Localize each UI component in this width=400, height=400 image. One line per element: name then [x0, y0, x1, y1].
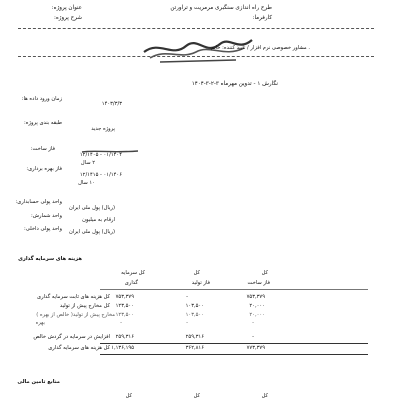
counting-unit-label: واحد شمارش: — [30, 213, 62, 219]
inv-row-c2: - — [186, 294, 188, 300]
inv-row-c3: ۲۵۹,۳۱۶ — [115, 334, 134, 340]
fund-col2-header: کل — [193, 393, 200, 399]
inv-col1-header-a: کل — [261, 270, 268, 276]
inv-row-label: مخارج پیش از تولید( خالص از بهره ) — [36, 312, 115, 318]
inv-col1-header-b: فاز ساخت — [247, 280, 270, 286]
inv-row-c3: - — [120, 320, 122, 326]
inv-row-c3: ۱۲۳,۵۰۰ — [115, 303, 134, 309]
inv-row-c2: - — [186, 320, 188, 326]
inv-row-label: کل هزینه های ثابت سرمایه گذاری — [37, 294, 110, 300]
inv-total-c2: ۳۶۲,۸۱۶ — [185, 345, 204, 351]
construction-phase-label: فاز ساخت: — [30, 146, 55, 152]
inv-total-label: کل هزینه های سرمایه گذاری — [48, 345, 110, 351]
inv-row-c2: ۱۰۳,۵۰۰ — [185, 303, 204, 309]
domestic-unit-label: واحد پولی داخلی: — [24, 226, 62, 232]
project-desc-value: کارفرما: — [252, 15, 272, 21]
project-title-value: طرح راه اندازی سنگبری مرمریت و تراورتن — [170, 5, 272, 11]
construction-duration: ۲ سال — [80, 160, 95, 166]
inv-row-label: افزایش در سرمایه در گردش خالص — [33, 334, 110, 340]
project-desc-label: شرح پروژه: — [53, 15, 82, 21]
inv-total-c1: ۷۷۳,۳۷۹ — [246, 345, 265, 351]
inv-row-c1: - — [252, 334, 254, 340]
counting-unit-value: ارقام به میلیون — [82, 217, 115, 223]
operation-phase-value: ۱۲/۱۴۱۵ - ۰۱/۱۴۰۶ — [79, 172, 122, 178]
inv-row-c2: ۱۰۳,۵۰۰ — [185, 312, 204, 318]
inv-col2-header-b: فاز تولید — [191, 280, 210, 286]
inv-total-rule-bottom — [100, 354, 368, 355]
operation-duration: ۱۰ سال — [78, 180, 95, 186]
inv-row-c3: ۷۵۳,۳۷۹ — [115, 294, 134, 300]
inv-col3-header-a: کل سرمایه — [121, 270, 145, 276]
inv-row-c2: ۲۵۹,۳۱۶ — [185, 334, 204, 340]
project-class-label: طبقه بندی پروژه: — [24, 120, 62, 126]
data-entry-label: زمان ورود داده ها: — [21, 96, 62, 102]
project-class-value: پروژه جدید — [91, 126, 115, 132]
inv-row-c1: ۲۰,۰۰۰ — [249, 312, 265, 318]
inv-row-label: کل مخارج پیش از تولید — [59, 303, 110, 309]
consultant-line: . مشاور خصوصی نرم افزار / تایید کننده: خانم — [210, 45, 310, 51]
operation-phase-label: فاز بهره برداری: — [26, 166, 62, 172]
project-title-label: عنوان پروژه: — [51, 5, 82, 11]
construction-phase-value: ۱۲/۱۴۰۵ - ۰۱/۱۴۰۴ — [79, 152, 122, 158]
fund-col3-header: کل — [125, 393, 132, 399]
inv-row-c1: - — [252, 320, 254, 326]
report-version: نگارش ۱ - تدوین مهرماه ۳-۲-۳-۱۴۰۴ — [191, 81, 278, 87]
inv-row-label: بهره — [35, 320, 45, 326]
domestic-unit-value: (ریال) پول ملی ایران — [68, 229, 115, 235]
inv-col3-header-b: گذاری — [124, 280, 138, 286]
inv-total-rule-top — [100, 343, 368, 344]
fund-col1-header: کل — [261, 393, 268, 399]
inv-header-rule — [100, 289, 368, 290]
investment-section-title: هزینه های سرمایه گذاری — [18, 256, 82, 262]
inv-col2-header-a: کل — [193, 270, 200, 276]
data-entry-value: ۱۴۰۳/۳/۳ — [101, 101, 122, 107]
accounting-unit-value: (ریال) پول ملی ایران — [68, 205, 115, 211]
accounting-unit-label: واحد پولی حسابداری: — [15, 199, 62, 205]
inv-row-c1: ۷۵۳,۳۷۹ — [246, 294, 265, 300]
consultant-divider — [18, 56, 374, 57]
funding-section-title: منابع تامین مالی — [17, 379, 60, 385]
inv-total-c3: ۱,۱۳۶,۱۹۵ — [111, 345, 134, 351]
header-divider — [18, 28, 374, 29]
inv-row-c1: ۲۰,۰۰۰ — [249, 303, 265, 309]
inv-row-c3: ۱۲۳,۵۰۰ — [115, 312, 134, 318]
